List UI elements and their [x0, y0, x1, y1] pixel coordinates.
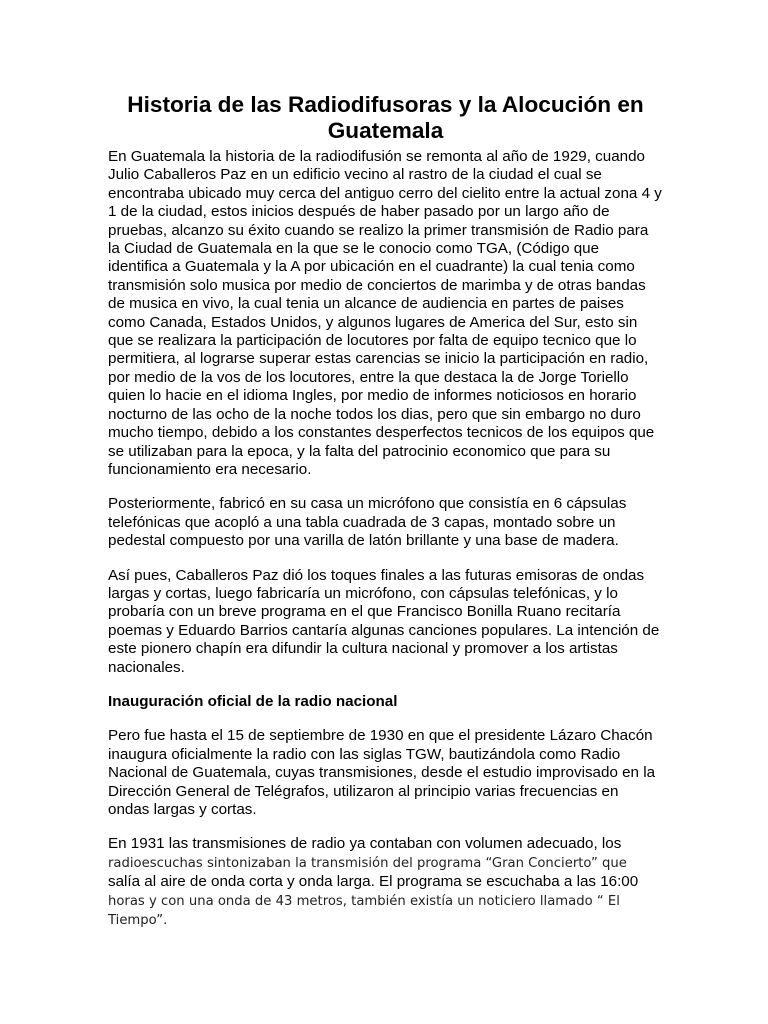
- paragraph-1931-line-1: En 1931 las transmisiones de radio ya contaban con volumen adecuado, los: [108, 835, 622, 853]
- paragraph-1931-line-2: radioescuchas sintonizaban la transmisión del programa “Gran Concierto” que: [108, 855, 627, 871]
- paragraph-inauguration: Pero fue hasta el 15 de septiembre de 1930 en que el presidente Lázaro Chacón inaugura oficialmente la radio con las siglas TGW, bautizándola como Radio Nacional de Guatemala, cuyas transmisiones, desde el estudio improvisado en la Dirección General de Telégrafos, utilizaron al principio varias frecuencias en ondas largas y cortas.: [108, 727, 656, 818]
- paragraph-1931-line-4: horas y con una onda de 43 metros, también existía un noticiero llamado “ El Tiempo”.: [108, 893, 620, 929]
- paragraph-1931-line-3: salía al aire de onda corta y onda larga. El programa se escuchaba a las 16:00: [108, 873, 639, 891]
- paragraph-microphone: Posteriormente, fabricó en su casa un micrófono que consistía en 6 cápsulas telefónicas que acopló a una tabla cuadrada de 3 capas, montado sobre un pedestal compuesto por una varilla de latón brillante y una base de madera.: [108, 495, 627, 550]
- section-heading: Inauguración oficial de la radio nacional: [108, 692, 398, 710]
- document-title: Historia de las Radiodifusoras y la Alocución en Guatemala: [127, 92, 644, 143]
- paragraph-history-origin: En Guatemala la historia de la radiodifusión se remonta al año de 1929, cuando Julio Caballeros Paz en un edificio vecino al rastro de la ciudad el cual se encontraba ubicado muy cerca del antiguo cerro del cielito entre la actual zona 4 y 1 de la ciudad, estos inicios después de haber pasado por un largo año de pruebas, alcanzo su éxito cuando se realizo la primer transmisión de Radio para la Ciudad de Guatemala en la que se le conocio como TGA, (Código que identifica a Guatemala y la A por ubicación en el cuadrante) la cual tenia como transmisión solo musica por medio de conciertos de marimba y de otras bandas de musica en vivo, la cual tenia un alcance de audiencia en partes de paises como Canada, Estados Unidos, y algunos lugares de America del Sur, esto sin que se realizara la participación de locutores por falta de equipo tecnico que lo permitiera, al lograrse superar estas carencias se inicio la participación en radio, por medio de la vos de los locutores, entre la que destaca la de Jorge Toriello quien lo hacie en el idioma Ingles, por medio de informes noticiosos en horario nocturno de las ocho de la noche todos los dias, pero que sin embargo no duro mucho tiempo, debido a los constantes desperfectos tecnicos de los equipos que se utilizaban para la epoca, y la falta del patrocinio economico que para su funcionamiento era necesario.: [108, 148, 662, 478]
- paragraph-caballeros-paz: Así pues, Caballeros Paz dió los toques finales a las futuras emisoras de ondas largas y cortas, luego fabricaría un micrófono, con cápsulas telefónicas, y lo probaría con un breve programa en el que Francisco Bonilla Ruano recitaría poemas y Eduardo Barrios cantaría algunas canciones populares. La intención de este pionero chapín era difundir la cultura nacional y promover a los artistas nacionales.: [108, 566, 660, 676]
- paragraph-1931: [108, 835, 663, 930]
